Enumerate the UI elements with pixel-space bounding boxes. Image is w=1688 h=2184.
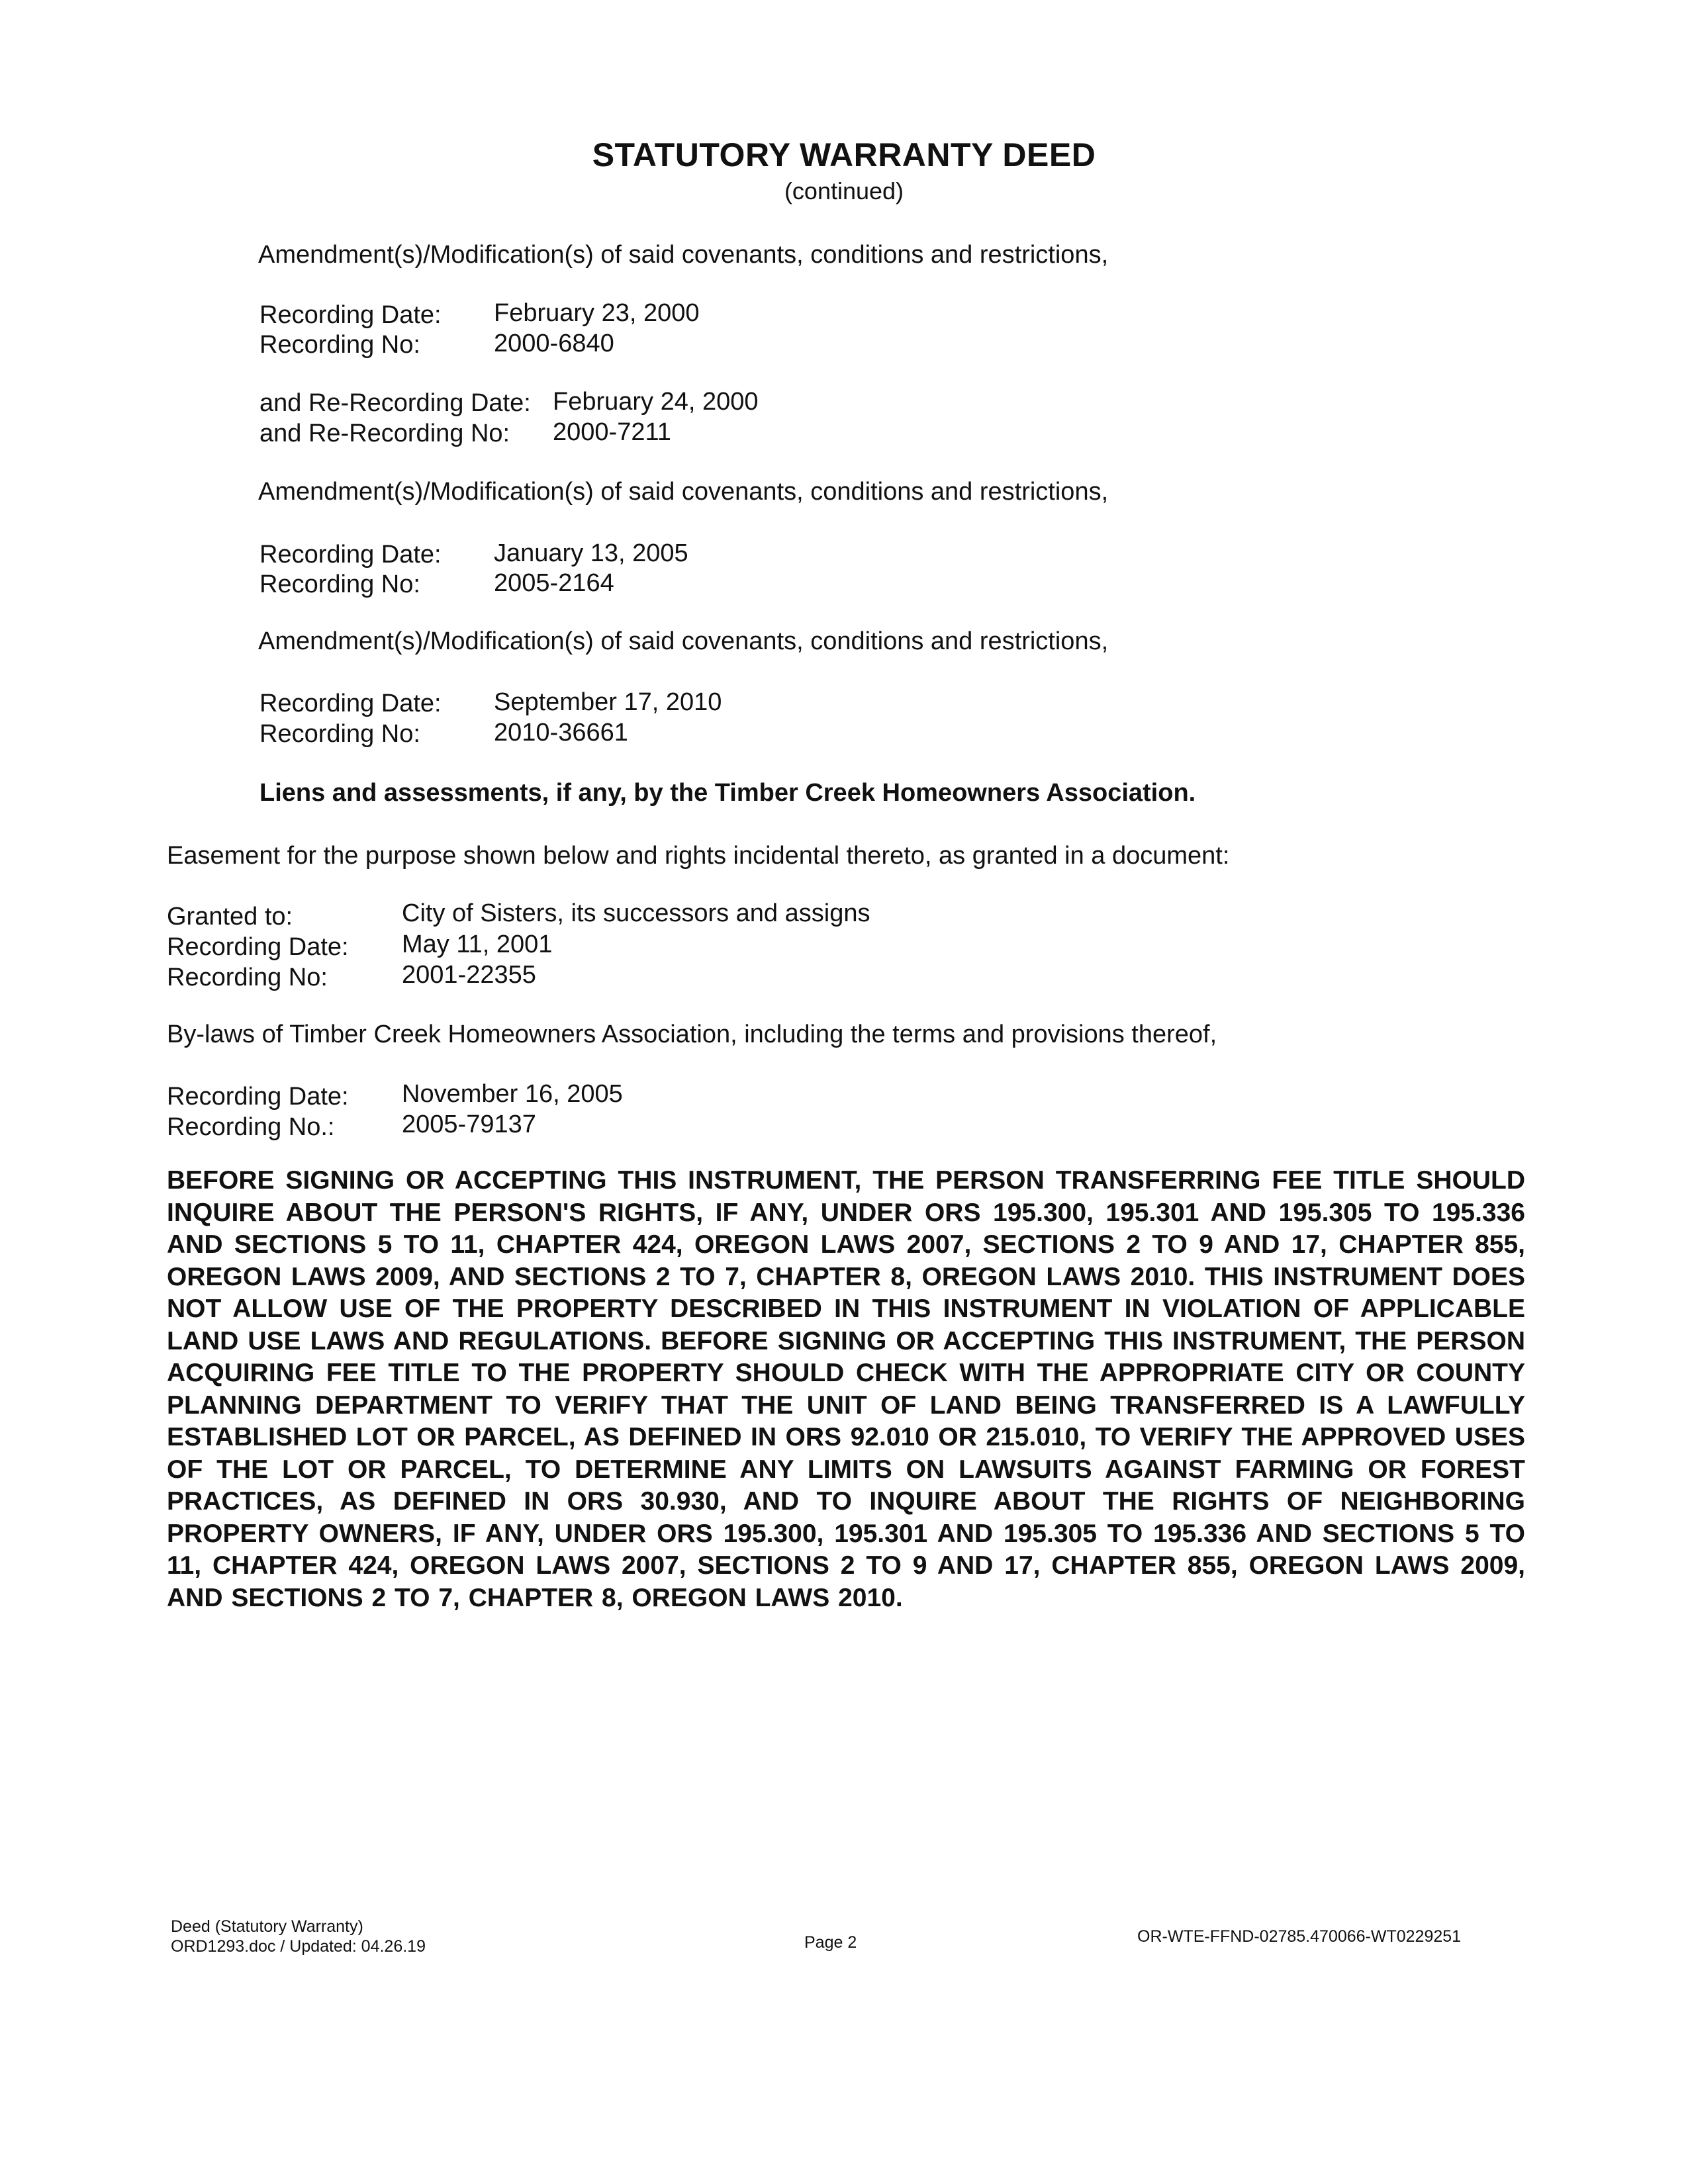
liens-statement: Liens and assessments, if any, by the Timber Creek Homeowners Association. (259, 779, 1196, 807)
recording-date-value: January 13, 2005 (494, 539, 688, 567)
recording-no-label: Recording No: (259, 720, 420, 748)
page-title: STATUTORY WARRANTY DEED (592, 136, 1096, 173)
recording-date-value: February 23, 2000 (494, 299, 700, 327)
recording-date-value: May 11, 2001 (402, 931, 553, 958)
bylaws-intro: By-laws of Timber Creek Homeowners Association, including the terms and provisions thereof, (167, 1021, 1217, 1048)
statutory-notice: BEFORE SIGNING OR ACCEPTING THIS INSTRUMENT, THE PERSON TRANSFERRING FEE TITLE SHOULD INQUIRE ABOUT THE PERSON'S RIGHTS, IF ANY, UNDER ORS 195.300, 195.301 AND 195.305 TO 195.336 AND SECTIONS 5 TO 11, CHAPTER 424, OREGON LAWS 2007, SECTIONS 2 TO 9 AND 17, CHAPTER 855, OREGON LAWS 2009, AND SECTIONS 2 TO 7, CHAPTER 8, OREGON LAWS 2010. THIS INSTRUMENT DOES NOT ALLOW USE OF THE PROPERTY DESCRIBED IN THIS INSTRUMENT IN VIOLATION OF APPLICABLE LAND USE LAWS AND REGULATIONS. BEFORE SIGNING OR ACCEPTING THIS INSTRUMENT, THE PERSON ACQUIRING FEE TITLE TO THE PROPERTY SHOULD CHECK WITH THE APPROPRIATE CITY OR COUNTY PLANNING DEPARTMENT TO VERIFY THAT THE UNIT OF LAND BEING TRANSFERRED IS A LAWFULLY ESTABLISHED LOT OR PARCEL, AS DEFINED IN ORS 92.010 OR 215.010, TO VERIFY THE APPROVED USES OF THE LOT OR PARCEL, TO DETERMINE ANY LIMITS ON LAWSUITS AGAINST FARMING OR FOREST PRACTICES, AS DEFINED IN ORS 30.930, AND TO INQUIRE ABOUT THE RIGHTS OF NEIGHBORING PROPERTY OWNERS, IF ANY, UNDER ORS 195.300, 195.301 AND 195.305 TO 195.336 AND SECTIONS 5 TO 11, CHAPTER 424, OREGON LAWS 2007, SECTIONS 2 TO 9 AND 17, CHAPTER 855, OREGON LAWS 2009, AND SECTIONS 2 TO 7, CHAPTER 8, OREGON LAWS 2010. (167, 1166, 1525, 1612)
amendment-intro: Amendment(s)/Modification(s) of said covenants, conditions and restrictions, (258, 241, 1109, 269)
granted-to-value: City of Sisters, its successors and assigns (402, 899, 870, 927)
recording-date-label: Recording Date: (167, 933, 349, 961)
rerecording-no-label: and Re-Recording No: (259, 420, 510, 447)
amendment-intro: Amendment(s)/Modification(s) of said covenants, conditions and restrictions, (258, 627, 1109, 655)
footer-order-ref: OR-WTE-FFND-02785.470066-WT0229251 (1137, 1927, 1462, 1946)
page-subtitle: (continued) (784, 177, 904, 205)
recording-no-value: 2010-36661 (494, 719, 628, 747)
recording-no-value: 2005-2164 (494, 569, 614, 597)
recording-date-label: Recording Date: (259, 541, 442, 569)
footer-doc-ref: ORD1293.doc / Updated: 04.26.19 (171, 1937, 426, 1956)
easement-intro: Easement for the purpose shown below and rights incidental thereto, as granted in a document: (167, 842, 1230, 870)
granted-to-label: Granted to: (167, 903, 293, 931)
recording-date-label: Recording Date: (259, 690, 442, 717)
recording-no-value: 2005-79137 (402, 1111, 536, 1138)
rerecording-date-value: February 24, 2000 (553, 388, 759, 416)
footer-page-number: Page 2 (804, 1933, 857, 1952)
recording-no-label: Recording No: (259, 331, 420, 359)
recording-no-value: 2000-6840 (494, 330, 614, 357)
recording-no-value: 2001-22355 (402, 961, 536, 989)
recording-date-value: November 16, 2005 (402, 1080, 623, 1108)
recording-no-label: Recording No: (167, 964, 328, 991)
rerecording-date-label: and Re-Recording Date: (259, 389, 531, 417)
rerecording-no-value: 2000-7211 (553, 418, 671, 446)
amendment-intro: Amendment(s)/Modification(s) of said covenants, conditions and restrictions, (258, 478, 1109, 506)
recording-date-value: September 17, 2010 (494, 688, 722, 716)
recording-date-label: Recording Date: (167, 1083, 349, 1111)
recording-no-label: Recording No: (259, 570, 420, 598)
footer-doc-type: Deed (Statutory Warranty) (171, 1917, 363, 1936)
recording-no-label: Recording No.: (167, 1113, 335, 1141)
recording-date-label: Recording Date: (259, 301, 442, 329)
